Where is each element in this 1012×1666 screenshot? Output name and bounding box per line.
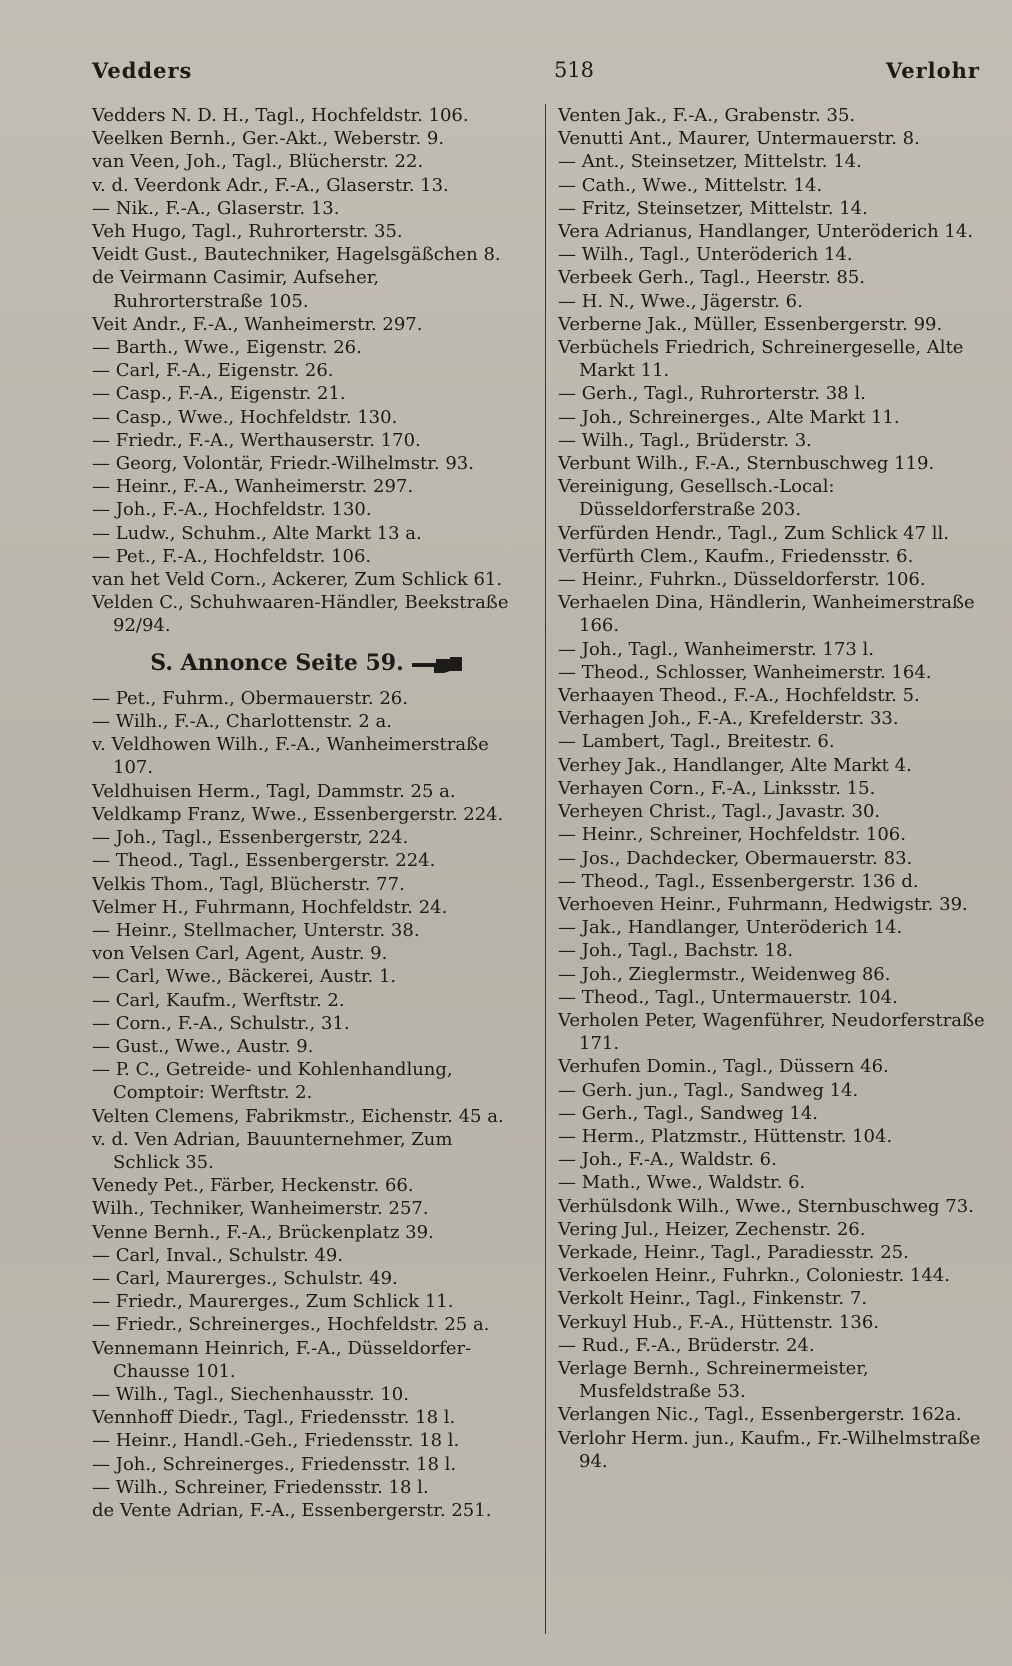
entry-text: van Veen, Joh., Tagl., Blücherstr. 22.: [92, 151, 424, 173]
directory-entry: [92, 545, 524, 568]
directory-entry: [92, 266, 524, 312]
entry-text: — Rud., F.-A., Brüderstr. 24.: [558, 1334, 815, 1356]
directory-entry: [92, 1453, 524, 1476]
entry-text: — Carl, Inval., Schulstr. 49.: [92, 1244, 344, 1266]
directory-entry: [92, 243, 524, 266]
directory-entry: [558, 1241, 996, 1264]
directory-entry: [558, 777, 996, 800]
directory-entry: [92, 104, 524, 127]
entry-text: S. Annonce Seite 59.: [150, 649, 404, 676]
directory-entry: [558, 1311, 996, 1334]
directory-entry: [92, 174, 524, 197]
left-column: [92, 104, 524, 1522]
entry-text: — Theod., Tagl., Untermauerstr. 104.: [558, 986, 898, 1008]
entry-text: — Lambert, Tagl., Breitestr. 6.: [558, 731, 835, 753]
directory-entry: [92, 919, 524, 942]
directory-entry: [558, 1125, 996, 1148]
entry-text: Verhaayen Theod., F.-A., Hochfeldstr. 5.: [558, 685, 920, 707]
directory-entry: [92, 1221, 524, 1244]
directory-entry: [558, 684, 996, 707]
directory-entry: [558, 823, 996, 846]
entry-text: — Joh., Schreinerges., Alte Markt 11.: [558, 406, 900, 428]
directory-entry: [92, 873, 524, 896]
entry-text: Verlohr Herm. jun., Kaufm., Fr.-Wilhelmstraße 94.: [558, 1427, 981, 1472]
entry-text: — Joh., Tagl., Bachstr. 18.: [558, 940, 794, 962]
entry-text: v. d. Ven Adrian, Bauunternehmer, Zum Schlick 35.: [92, 1128, 453, 1173]
entry-text: — Wilh., Tagl., Brüderstr. 3.: [558, 429, 812, 451]
directory-entry: [558, 174, 996, 197]
entry-text: — Carl, Kaufm., Werftstr. 2.: [92, 989, 345, 1011]
entry-text: de Veirmann Casimir, Aufseher, Ruhrorterstraße 105.: [92, 267, 380, 312]
directory-entry: [92, 1290, 524, 1313]
entry-text: Wilh., Techniker, Wanheimerstr. 257.: [92, 1198, 429, 1220]
directory-entry: [558, 1218, 996, 1241]
right-column: [558, 104, 996, 1473]
directory-entry: [92, 1337, 524, 1383]
directory-entry: [92, 803, 524, 826]
directory-entry: [558, 243, 996, 266]
directory-entry: [558, 939, 996, 962]
directory-entry: [92, 127, 524, 150]
page-header: [92, 58, 980, 94]
directory-entry: [92, 826, 524, 849]
entry-text: Verheyen Christ., Tagl., Javastr. 30.: [558, 801, 881, 823]
directory-entry: [558, 127, 996, 150]
entry-text: — P. C., Getreide- und Kohlenhandlung, Comptoir: Werftstr. 2.: [92, 1059, 453, 1104]
entry-text: Verlage Bernh., Schreinermeister, Musfeldstraße 53.: [558, 1357, 869, 1403]
entry-text: Verkuyl Hub., F.-A., Hüttenstr. 136.: [558, 1311, 880, 1333]
directory-entry: [92, 733, 524, 779]
directory-entry: [92, 1476, 524, 1499]
entry-text: Velkis Thom., Tagl, Blücherstr. 77.: [92, 873, 405, 895]
directory-entry: [558, 847, 996, 870]
entry-text: Venutti Ant., Maurer, Untermauerstr. 8.: [558, 128, 920, 150]
directory-entry: [558, 545, 996, 568]
directory-entry: [558, 220, 996, 243]
directory-entry: [558, 382, 996, 405]
entry-text: — Gerh., Tagl., Sandweg 14.: [558, 1102, 819, 1124]
directory-entry: [92, 1406, 524, 1429]
entry-text: Vennhoff Diedr., Tagl., Friedensstr. 18 l.: [92, 1407, 456, 1429]
directory-entry: [558, 1357, 996, 1403]
entry-text: Verbeek Gerh., Tagl., Heerstr. 85.: [558, 267, 866, 289]
entry-text: — Carl, F.-A., Eigenstr. 26.: [92, 360, 334, 382]
directory-entry: [92, 1267, 524, 1290]
directory-entry: [92, 1128, 524, 1174]
entry-text: — Georg, Volontär, Friedr.-Wilhelmstr. 93.: [92, 453, 474, 475]
directory-entry: [558, 522, 996, 545]
directory-entry: [92, 1429, 524, 1452]
entry-text: Verhaelen Dina, Händlerin, Wanheimerstraße 166.: [558, 592, 975, 637]
directory-entry: [558, 313, 996, 336]
entry-text: — Pet., F.-A., Hochfeldstr. 106.: [92, 545, 372, 567]
directory-entry: [92, 1058, 524, 1104]
directory-entry: [92, 150, 524, 173]
entry-text: — Nik., F.-A., Glaserstr. 13.: [92, 197, 340, 219]
directory-entry: [92, 452, 524, 475]
directory-entry: [558, 963, 996, 986]
directory-entry: [92, 687, 524, 710]
entry-text: — Joh., Zieglermstr., Weidenweg 86.: [558, 963, 891, 985]
directory-entry: [558, 916, 996, 939]
entry-text: — Casp., F.-A., Eigenstr. 21.: [92, 383, 346, 405]
directory-entry: [92, 989, 524, 1012]
entry-text: — Casp., Wwe., Hochfeldstr. 130.: [92, 406, 398, 428]
entry-text: — Herm., Platzmstr., Hüttenstr. 104.: [558, 1125, 893, 1147]
directory-entry: [558, 290, 996, 313]
directory-entry: [558, 1287, 996, 1310]
directory-entry: [558, 104, 996, 127]
entry-text: Vering Jul., Heizer, Zechenstr. 26.: [558, 1218, 866, 1240]
entry-text: Veldkamp Franz, Wwe., Essenbergerstr. 224.: [92, 803, 504, 825]
entry-text: — Cath., Wwe., Mittelstr. 14.: [558, 174, 823, 196]
entry-text: — Joh., Tagl., Wanheimerstr. 173 l.: [558, 638, 875, 660]
directory-entry: [92, 220, 524, 243]
directory-entry: [92, 1105, 524, 1128]
entry-text: van het Veld Corn., Ackerer, Zum Schlick 61.: [92, 569, 503, 591]
entry-text: v. d. Veerdonk Adr., F.-A., Glaserstr. 13.: [92, 174, 449, 196]
entry-text: — Corn., F.-A., Schulstr., 31.: [92, 1012, 350, 1034]
entry-text: Venten Jak., F.-A., Grabenstr. 35.: [558, 105, 856, 126]
directory-entry: [92, 568, 524, 591]
entry-text: Verholen Peter, Wagenführer, Neudorferstraße 171.: [558, 1009, 985, 1055]
directory-entry: [558, 591, 996, 637]
entry-text: Verfürden Hendr., Tagl., Zum Schlick 47 ll.: [558, 522, 949, 544]
entry-text: Venedy Pet., Färber, Heckenstr. 66.: [92, 1175, 414, 1197]
directory-entry: [92, 313, 524, 336]
directory-entry: [558, 429, 996, 452]
directory-entry: [92, 336, 524, 359]
directory-entry: [558, 1055, 996, 1078]
entry-text: Velden C., Schuhwaaren-Händler, Beekstraße 92/94.: [92, 592, 509, 637]
directory-entry: [558, 661, 996, 684]
entry-text: — Pet., Fuhrm., Obermauerstr. 26.: [92, 687, 408, 709]
directory-entry: [92, 710, 524, 733]
entry-text: — Joh., F.-A., Hochfeldstr. 130.: [92, 499, 372, 521]
entry-text: — Gerh., Tagl., Ruhrorterstr. 38 l.: [558, 383, 866, 405]
directory-entry: [92, 896, 524, 919]
directory-entry: [558, 800, 996, 823]
directory-entry: [92, 965, 524, 988]
entry-text: Verhülsdonk Wilh., Wwe., Sternbuschweg 73.: [558, 1195, 974, 1217]
directory-entry: [558, 150, 996, 173]
entry-text: — Friedr., Maurerges., Zum Schlick 11.: [92, 1291, 454, 1313]
entry-text: Vereinigung, Gesellsch.-Local: Düsseldorferstraße 203.: [558, 476, 835, 521]
entry-text: — Barth., Wwe., Eigenstr. 26.: [92, 337, 362, 359]
header-right-keyword: Verlohr: [885, 58, 980, 83]
entry-text: — Wilh., Schreiner, Friedensstr. 18 l.: [92, 1476, 429, 1498]
entry-text: Venne Bernh., F.-A., Brückenplatz 39.: [92, 1221, 434, 1243]
entry-text: Vennemann Heinrich, F.-A., Düsseldorfer-Chausse 101.: [92, 1337, 472, 1382]
entry-text: Veldhuisen Herm., Tagl, Dammstr. 25 a.: [92, 780, 456, 802]
directory-entry: [558, 406, 996, 429]
entry-text: — Wilh., Tagl., Unteröderich 14.: [558, 244, 853, 266]
directory-entry: [558, 1102, 996, 1125]
directory-entry: [558, 1148, 996, 1171]
directory-entry: [92, 359, 524, 382]
entry-text: — Wilh., F.-A., Charlottenstr. 2 a.: [92, 711, 393, 733]
entry-text: — Ludw., Schuhm., Alte Markt 13 a.: [92, 522, 422, 544]
entry-text: Verhagen Joh., F.-A., Krefelderstr. 33.: [558, 708, 899, 730]
entry-text: — Friedr., Schreinerges., Hochfeldstr. 25 a.: [92, 1314, 490, 1336]
entry-text: de Vente Adrian, F.-A., Essenbergerstr. 251.: [92, 1499, 492, 1521]
entry-text: — Jak., Handlanger, Unteröderich 14.: [558, 917, 903, 939]
entry-text: — Joh., Schreinerges., Friedensstr. 18 l.: [92, 1453, 457, 1475]
directory-entry: [558, 1334, 996, 1357]
entry-text: Verkolt Heinr., Tagl., Finkenstr. 7.: [558, 1288, 868, 1310]
entry-text: — Gust., Wwe., Austr. 9.: [92, 1035, 314, 1057]
directory-entry: [92, 1197, 524, 1220]
directory-entry: [558, 1079, 996, 1102]
entry-text: Verbunt Wilh., F.-A., Sternbuschweg 119.: [558, 453, 935, 475]
entry-text: Veh Hugo, Tagl., Ruhrorterstr. 35.: [92, 221, 403, 243]
directory-entry: [92, 498, 524, 521]
directory-entry: [558, 266, 996, 289]
header-left-keyword: Vedders: [92, 58, 193, 83]
entry-text: Verkoelen Heinr., Fuhrkn., Coloniestr. 144.: [558, 1265, 950, 1287]
directory-entry: [92, 475, 524, 498]
entry-text: — Fritz, Steinsetzer, Mittelstr. 14.: [558, 197, 868, 219]
entry-text: — Heinr., Schreiner, Hochfeldstr. 106.: [558, 824, 906, 846]
directory-entry: [92, 1174, 524, 1197]
entry-text: Vera Adrianus, Handlanger, Unteröderich 14.: [558, 221, 974, 243]
entry-text: — Heinr., F.-A., Wanheimerstr. 297.: [92, 476, 414, 498]
directory-entry: [92, 1383, 524, 1406]
entry-text: v. Veldhowen Wilh., F.-A., Wanheimerstraße 107.: [92, 734, 489, 779]
entry-text: — Ant., Steinsetzer, Mittelstr. 14.: [558, 151, 862, 173]
directory-entry: [558, 336, 996, 382]
entry-text: Velmer H., Fuhrmann, Hochfeldstr. 24.: [92, 896, 448, 918]
directory-entry: [92, 522, 524, 545]
entry-text: — Carl, Maurerges., Schulstr. 49.: [92, 1267, 398, 1289]
entry-text: Verhey Jak., Handlanger, Alte Markt 4.: [558, 754, 912, 776]
entry-text: Verkade, Heinr., Tagl., Paradiesstr. 25.: [558, 1241, 909, 1263]
entry-text: Verhayen Corn., F.-A., Linksstr. 15.: [558, 777, 876, 799]
directory-entry: [558, 730, 996, 753]
entry-text: — Heinr., Fuhrkn., Düsseldorferstr. 106.: [558, 569, 926, 591]
directory-entry: [92, 382, 524, 405]
entry-text: — Joh., Tagl., Essenbergerstr, 224.: [92, 827, 409, 849]
entry-text: — Heinr., Stellmacher, Unterstr. 38.: [92, 919, 420, 941]
entry-text: Verberne Jak., Müller, Essenbergerstr. 99.: [558, 313, 943, 335]
directory-entry: [558, 452, 996, 475]
column-divider: [545, 104, 546, 1634]
entry-text: — Theod., Tagl., Essenbergerstr. 136 d.: [558, 870, 919, 892]
directory-entry: [92, 1313, 524, 1336]
directory-entry: [92, 1012, 524, 1035]
directory-entry: [558, 475, 996, 521]
directory-entry: [558, 1264, 996, 1287]
directory-entry: [558, 1403, 996, 1426]
directory-entry: [558, 707, 996, 730]
entry-text: — Jos., Dachdecker, Obermauerstr. 83.: [558, 847, 913, 869]
directory-entry: [558, 754, 996, 777]
entry-text: — Math., Wwe., Waldstr. 6.: [558, 1172, 806, 1194]
directory-entry: [558, 1009, 996, 1055]
entry-text: Verhufen Domin., Tagl., Düssern 46.: [558, 1056, 889, 1078]
directory-entry: [558, 638, 996, 661]
pointing-hand-icon: [410, 653, 466, 675]
directory-entry: [92, 406, 524, 429]
directory-entry: [558, 197, 996, 220]
entry-text: Veidt Gust., Bautechniker, Hagelsgäßchen 8.: [92, 244, 501, 266]
entry-text: — Joh., F.-A., Waldstr. 6.: [558, 1149, 777, 1171]
directory-entry: [92, 942, 524, 965]
entry-text: — Friedr., F.-A., Werthauserstr. 170.: [92, 429, 421, 451]
entry-text: Veelken Bernh., Ger.-Akt., Weberstr. 9.: [92, 128, 445, 150]
directory-entry: [558, 568, 996, 591]
entry-text: — Wilh., Tagl., Siechenhausstr. 10.: [92, 1383, 409, 1405]
entry-text: Veit Andr., F.-A., Wanheimerstr. 297.: [92, 313, 423, 335]
entry-text: Verhoeven Heinr., Fuhrmann, Hedwigstr. 39.: [558, 893, 968, 915]
page-number: 518: [553, 58, 595, 82]
directory-entry: [558, 1195, 996, 1218]
directory-entry: [92, 1499, 524, 1522]
entry-text: — Theod., Schlosser, Wanheimerstr. 164.: [558, 661, 932, 683]
directory-entry: [92, 1035, 524, 1058]
entry-text: Verlangen Nic., Tagl., Essenbergerstr. 162a.: [558, 1404, 962, 1426]
directory-entry: [92, 591, 524, 637]
entry-text: — Theod., Tagl., Essenbergerstr. 224.: [92, 850, 436, 872]
directory-entry: [92, 429, 524, 452]
entry-text: Verbüchels Friedrich, Schreinergeselle, Alte Markt 11.: [558, 337, 964, 382]
entry-text: — Carl, Wwe., Bäckerei, Austr. 1.: [92, 966, 397, 988]
entry-text: Velten Clemens, Fabrikmstr., Eichenstr. 45 a.: [92, 1105, 504, 1127]
entry-text: — Gerh. jun., Tagl., Sandweg 14.: [558, 1079, 859, 1101]
entry-text: — H. N., Wwe., Jägerstr. 6.: [558, 290, 803, 312]
directory-entry: [92, 780, 524, 803]
directory-entry: [558, 1171, 996, 1194]
directory-entry: [92, 197, 524, 220]
directory-entry: [558, 986, 996, 1009]
entry-text: von Velsen Carl, Agent, Austr. 9.: [92, 943, 388, 965]
entry-text: Verfürth Clem., Kaufm., Friedensstr. 6.: [558, 545, 914, 567]
directory-entry: [558, 870, 996, 893]
advert-reference: [92, 649, 524, 676]
entry-text: Vedders N. D. H., Tagl., Hochfeldstr. 106.: [92, 105, 469, 126]
entry-text: — Heinr., Handl.-Geh., Friedensstr. 18 l.: [92, 1430, 460, 1452]
directory-entry: [558, 1427, 996, 1473]
directory-entry: [558, 893, 996, 916]
directory-entry: [92, 849, 524, 872]
directory-entry: [92, 1244, 524, 1267]
